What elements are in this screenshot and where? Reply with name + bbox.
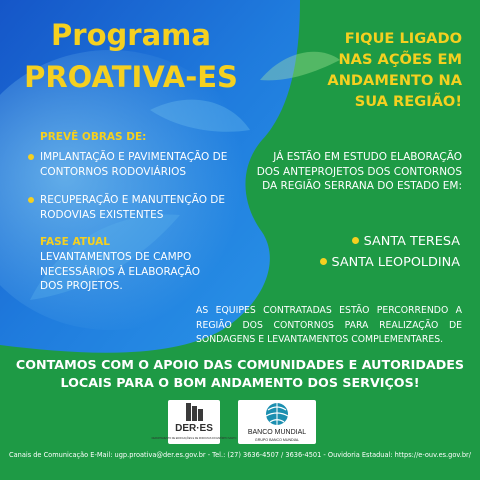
bullet-dot-icon xyxy=(28,197,34,203)
bullet-dot-icon xyxy=(352,237,359,244)
bullet-dot-icon xyxy=(28,154,34,160)
bullet-item xyxy=(28,150,258,179)
support-message xyxy=(10,356,470,392)
bm-logo-subtext: GRUPO BANCO MUNDIAL xyxy=(254,438,300,442)
der-es-logo xyxy=(151,400,237,444)
title-line-2: PROATIVA-ES xyxy=(24,60,238,94)
banco-mundial-logo xyxy=(238,400,316,444)
bullet-text: RECUPERAÇÃO E MANUTENÇÃO DE RODOVIAS EXISTENTES xyxy=(40,194,226,221)
support-line: CONTAMOS COM O APOIO DAS COMUNIDADES E AUTORIDADES xyxy=(15,357,465,372)
bullet-item xyxy=(28,193,258,222)
estudo-text: JÁ ESTÃO EM ESTUDO ELABORAÇÃO DOS ANTEPROJETOS DOS CONTORNOS DA REGIÃO SERRANA DO ESTADO EM: xyxy=(256,151,462,192)
location-label: SANTA TERESA xyxy=(363,234,460,249)
bullet-dot-icon xyxy=(320,258,327,265)
callout-line: SUA REGIÃO! xyxy=(354,93,462,110)
title-line-1: Programa xyxy=(51,18,211,52)
callout-line: FIQUE LIGADO xyxy=(344,30,462,47)
support-line: LOCAIS PARA O BOM ANDAMENTO DOS SERVIÇOS! xyxy=(60,375,420,390)
callout-line: ANDAMENTO NA xyxy=(327,72,462,89)
bm-logo-text: BANCO MUNDIAL xyxy=(247,429,307,436)
location-item xyxy=(320,255,461,270)
bullet-text: IMPLANTAÇÃO E PAVIMENTAÇÃO DE CONTORNOS RODOVIÁRIOS xyxy=(40,151,228,178)
preve-heading: PREVÊ OBRAS DE: xyxy=(40,131,147,143)
footer-contact: Canais de Comunicação E-Mail: ugp.proativa@der.es.gov.br - Tel.: (27) 3636-4507 / 3636-4501 - Ouvidoria Estadual: https://e-ouv.es.gov.br/ xyxy=(9,451,471,459)
equipes-text: AS EQUIPES CONTRATADAS ESTÃO PERCORRENDO A REGIÃO DOS CONTORNOS PARA REALIZAÇÃO DE SONDAGENS E LEVANTAMENTOS COMPLEMENTARES. xyxy=(196,305,462,345)
callout-heading xyxy=(262,28,462,112)
der-logo-subtext: DEPARTAMENTO DE EDIFICAÇÕES E DE RODOVIAS DO ESPÍRITO SANTO xyxy=(151,437,237,440)
fase-text: LEVANTAMENTOS DE CAMPO NECESSÁRIOS À ELABORAÇÃO DOS PROJETOS. xyxy=(40,251,200,292)
callout-line: NAS AÇÕES EM xyxy=(338,51,462,68)
location-item xyxy=(352,234,460,249)
location-label: SANTA LEOPOLDINA xyxy=(331,255,460,270)
der-logo-text: DER·ES xyxy=(175,423,213,434)
fase-heading: FASE ATUAL xyxy=(40,236,110,248)
